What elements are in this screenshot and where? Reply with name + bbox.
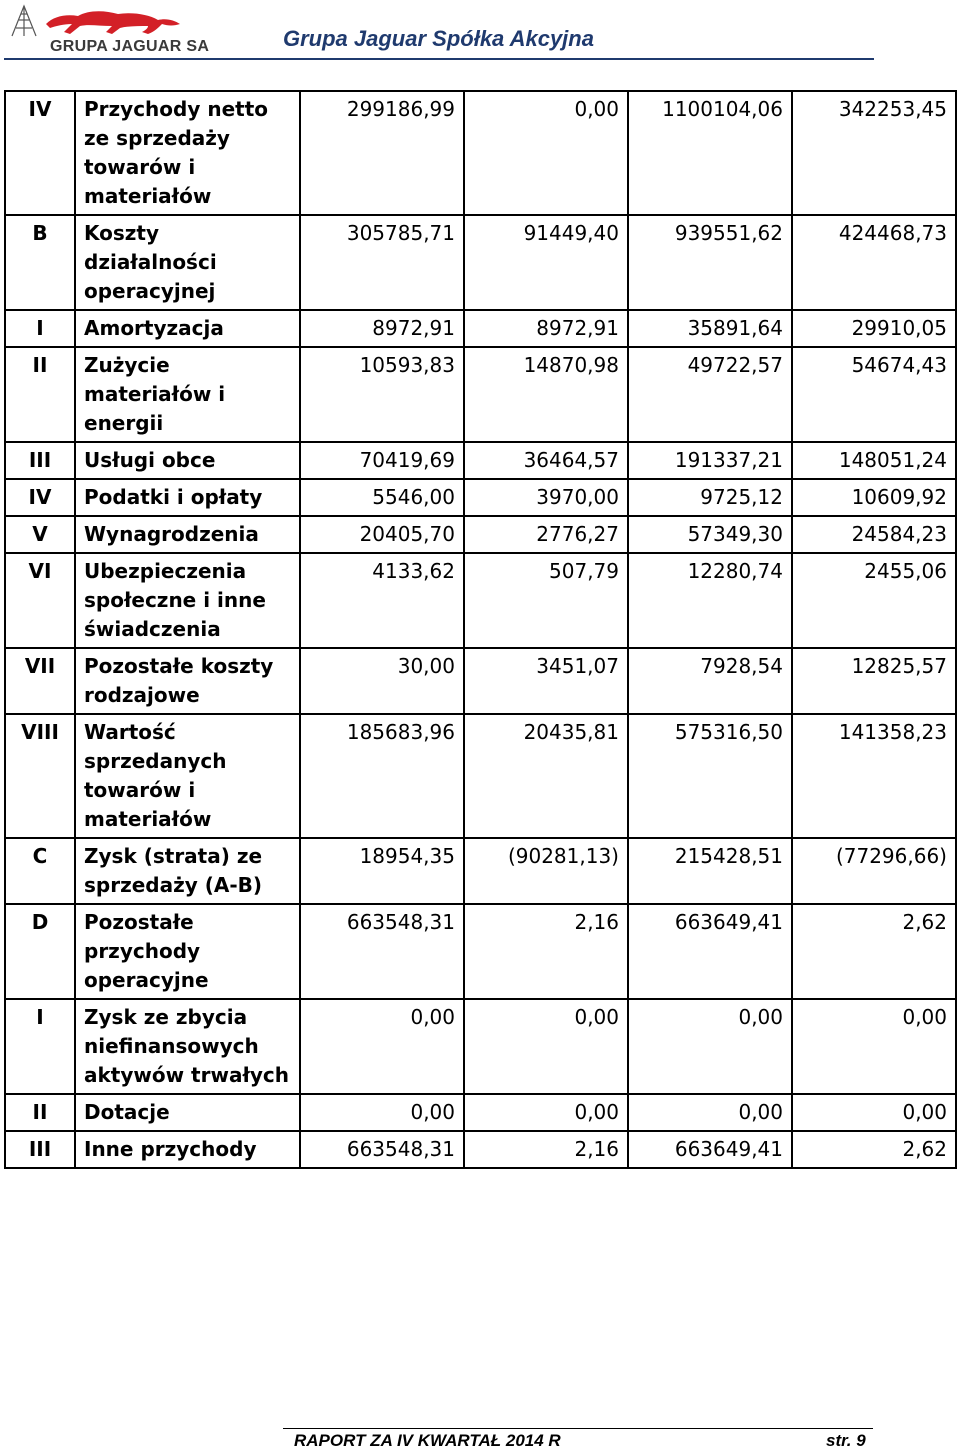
row-value: 54674,43 xyxy=(792,347,956,442)
table-row xyxy=(5,1094,956,1131)
row-value: 299186,99 xyxy=(300,91,464,215)
row-code: V xyxy=(5,516,75,553)
row-value: 18954,35 xyxy=(300,838,464,904)
row-value: 8972,91 xyxy=(464,310,628,347)
row-code: II xyxy=(5,347,75,442)
row-code: II xyxy=(5,1094,75,1131)
row-value: 342253,45 xyxy=(792,91,956,215)
row-value: 12825,57 xyxy=(792,648,956,714)
table-row xyxy=(5,347,956,442)
row-value: 0,00 xyxy=(464,1094,628,1131)
row-value: 0,00 xyxy=(628,1094,792,1131)
row-value: 36464,57 xyxy=(464,442,628,479)
row-code: III xyxy=(5,1131,75,1168)
row-code: B xyxy=(5,215,75,310)
row-value: 663548,31 xyxy=(300,904,464,999)
row-value: 148051,24 xyxy=(792,442,956,479)
report-name: RAPORT ZA IV KWARTAŁ 2014 R xyxy=(294,1431,561,1450)
table-row xyxy=(5,479,956,516)
row-value: (77296,66) xyxy=(792,838,956,904)
row-value: 507,79 xyxy=(464,553,628,648)
row-label: Przychody netto ze sprzedaży towarów i materiałów xyxy=(75,91,300,215)
table-row xyxy=(5,442,956,479)
table-row xyxy=(5,310,956,347)
row-value: 0,00 xyxy=(628,999,792,1094)
row-value: 305785,71 xyxy=(300,215,464,310)
table-row xyxy=(5,904,956,999)
row-value: 4133,62 xyxy=(300,553,464,648)
row-code: VI xyxy=(5,553,75,648)
jaguar-logo-icon xyxy=(8,4,198,38)
header-divider xyxy=(4,58,874,60)
row-value: 2455,06 xyxy=(792,553,956,648)
row-value: 2,16 xyxy=(464,904,628,999)
row-value: 0,00 xyxy=(792,999,956,1094)
row-value: 9725,12 xyxy=(628,479,792,516)
row-code: I xyxy=(5,310,75,347)
row-value: 141358,23 xyxy=(792,714,956,838)
row-code: D xyxy=(5,904,75,999)
row-label: Koszty działalności operacyjnej xyxy=(75,215,300,310)
row-label: Wartość sprzedanych towarów i materiałów xyxy=(75,714,300,838)
table-row xyxy=(5,714,956,838)
row-value: 663548,31 xyxy=(300,1131,464,1168)
financial-table xyxy=(4,90,957,1169)
row-value: 10593,83 xyxy=(300,347,464,442)
row-value: 2776,27 xyxy=(464,516,628,553)
row-label: Wynagrodzenia xyxy=(75,516,300,553)
financial-table-body xyxy=(5,91,956,1168)
row-label: Pozostałe koszty rodzajowe xyxy=(75,648,300,714)
row-value: (90281,13) xyxy=(464,838,628,904)
row-value: 0,00 xyxy=(464,91,628,215)
row-label: Zysk ze zbycia niefinansowych aktywów trwałych xyxy=(75,999,300,1094)
row-label: Usługi obce xyxy=(75,442,300,479)
row-value: 29910,05 xyxy=(792,310,956,347)
row-value: 7928,54 xyxy=(628,648,792,714)
row-value: 70419,69 xyxy=(300,442,464,479)
row-label: Zużycie materiałów i energii xyxy=(75,347,300,442)
row-label: Zysk (strata) ze sprzedaży (A-B) xyxy=(75,838,300,904)
row-value: 35891,64 xyxy=(628,310,792,347)
table-row xyxy=(5,553,956,648)
row-value: 0,00 xyxy=(792,1094,956,1131)
row-value: 1100104,06 xyxy=(628,91,792,215)
row-value: 10609,92 xyxy=(792,479,956,516)
row-value: 2,62 xyxy=(792,1131,956,1168)
row-value: 5546,00 xyxy=(300,479,464,516)
table-row xyxy=(5,516,956,553)
row-code: IV xyxy=(5,479,75,516)
logo-text: GRUPA JAGUAR SA xyxy=(50,38,210,55)
page-header xyxy=(0,0,960,62)
row-value: 0,00 xyxy=(464,999,628,1094)
row-value: 91449,40 xyxy=(464,215,628,310)
company-logo xyxy=(8,4,210,60)
document-title: Grupa Jaguar Spółka Akcyjna xyxy=(283,26,594,51)
row-value: 24584,23 xyxy=(792,516,956,553)
row-label: Inne przychody xyxy=(75,1131,300,1168)
row-value: 663649,41 xyxy=(628,1131,792,1168)
page-footer xyxy=(0,1428,960,1450)
row-value: 30,00 xyxy=(300,648,464,714)
row-value: 939551,62 xyxy=(628,215,792,310)
row-value: 20405,70 xyxy=(300,516,464,553)
table-row xyxy=(5,999,956,1094)
row-code: IV xyxy=(5,91,75,215)
row-label: Amortyzacja xyxy=(75,310,300,347)
row-value: 663649,41 xyxy=(628,904,792,999)
row-value: 12280,74 xyxy=(628,553,792,648)
row-value: 0,00 xyxy=(300,999,464,1094)
row-code: III xyxy=(5,442,75,479)
row-value: 575316,50 xyxy=(628,714,792,838)
row-value: 14870,98 xyxy=(464,347,628,442)
row-value: 215428,51 xyxy=(628,838,792,904)
row-code: VIII xyxy=(5,714,75,838)
row-value: 424468,73 xyxy=(792,215,956,310)
footer-divider xyxy=(283,1428,873,1429)
row-value: 8972,91 xyxy=(300,310,464,347)
row-value: 0,00 xyxy=(300,1094,464,1131)
page-number: str. 9 xyxy=(826,1431,866,1450)
row-value: 191337,21 xyxy=(628,442,792,479)
row-label: Dotacje xyxy=(75,1094,300,1131)
row-code: C xyxy=(5,838,75,904)
row-label: Podatki i opłaty xyxy=(75,479,300,516)
row-value: 185683,96 xyxy=(300,714,464,838)
row-value: 2,62 xyxy=(792,904,956,999)
row-value: 2,16 xyxy=(464,1131,628,1168)
table-row xyxy=(5,1131,956,1168)
row-value: 57349,30 xyxy=(628,516,792,553)
table-row xyxy=(5,838,956,904)
row-value: 3451,07 xyxy=(464,648,628,714)
row-code: VII xyxy=(5,648,75,714)
row-value: 3970,00 xyxy=(464,479,628,516)
table-row xyxy=(5,648,956,714)
row-value: 49722,57 xyxy=(628,347,792,442)
row-label: Ubezpieczenia społeczne i inne świadczenia xyxy=(75,553,300,648)
row-value: 20435,81 xyxy=(464,714,628,838)
row-code: I xyxy=(5,999,75,1094)
table-row xyxy=(5,215,956,310)
row-label: Pozostałe przychody operacyjne xyxy=(75,904,300,999)
table-row xyxy=(5,91,956,215)
